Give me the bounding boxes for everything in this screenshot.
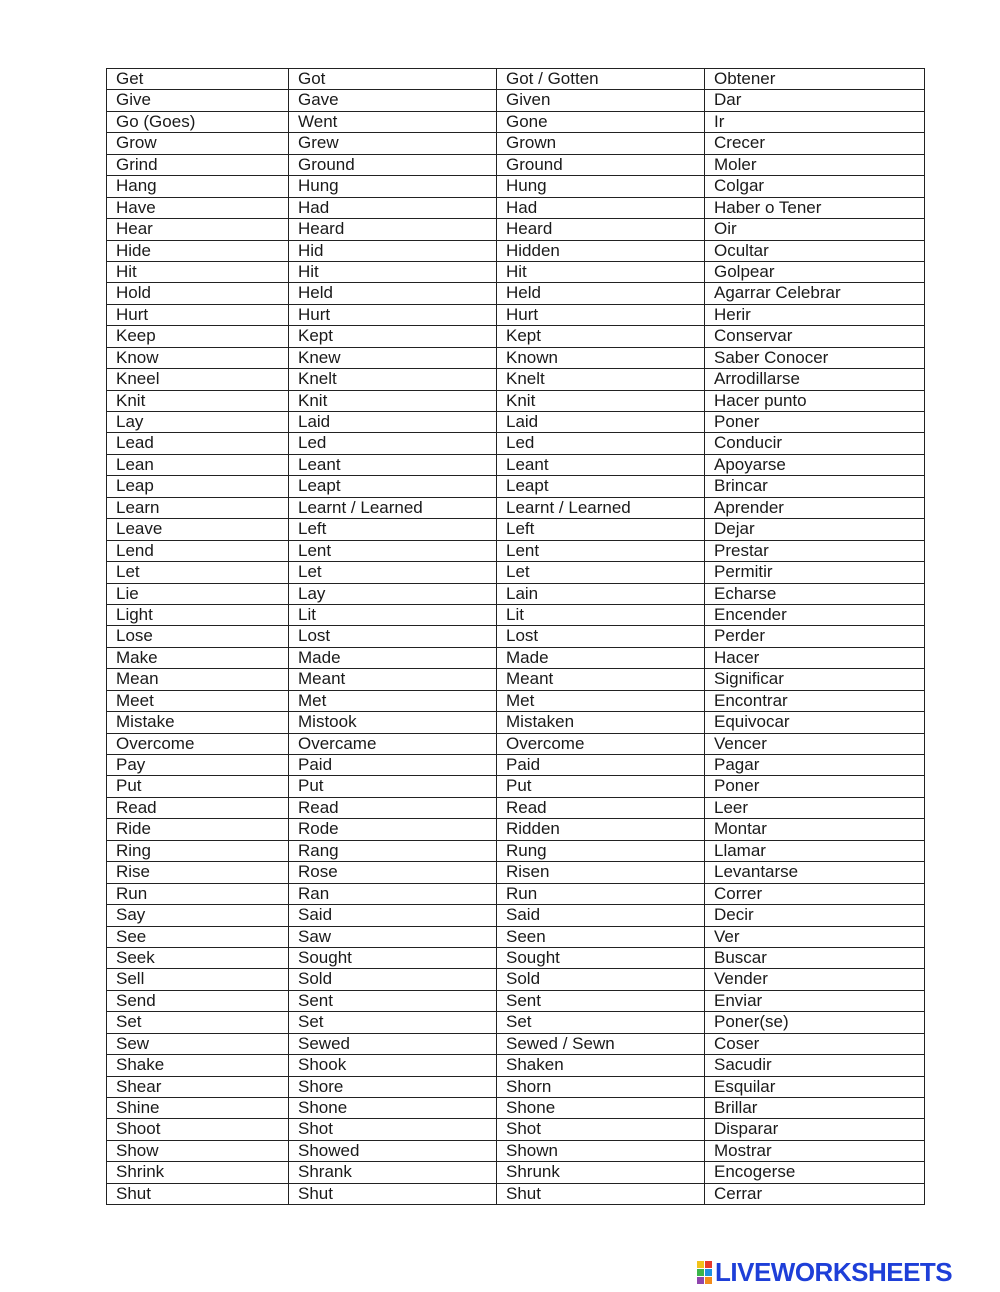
cell-spanish-meaning: Haber o Tener — [705, 197, 925, 218]
cell-spanish-meaning: Colgar — [705, 176, 925, 197]
cell-past-participle: Hidden — [497, 240, 705, 261]
cell-past-participle: Had — [497, 197, 705, 218]
cell-past-participle: Read — [497, 797, 705, 818]
cell-base-form: Shrink — [107, 1162, 289, 1183]
cell-past-participle: Shut — [497, 1183, 705, 1204]
cell-past-simple: Hid — [289, 240, 497, 261]
cell-spanish-meaning: Saber Conocer — [705, 347, 925, 368]
cell-spanish-meaning: Encontrar — [705, 690, 925, 711]
cell-past-simple: Meant — [289, 669, 497, 690]
cell-spanish-meaning: Llamar — [705, 840, 925, 861]
cell-base-form: Hurt — [107, 304, 289, 325]
cell-spanish-meaning: Enviar — [705, 990, 925, 1011]
cell-past-participle: Laid — [497, 412, 705, 433]
cell-spanish-meaning: Poner(se) — [705, 1012, 925, 1033]
cell-past-simple: Let — [289, 562, 497, 583]
cell-past-participle: Given — [497, 90, 705, 111]
table-row — [107, 562, 925, 583]
cell-past-simple: Paid — [289, 755, 497, 776]
cell-past-participle: Hung — [497, 176, 705, 197]
cell-past-simple: Made — [289, 647, 497, 668]
cell-spanish-meaning: Hacer — [705, 647, 925, 668]
cell-base-form: Shear — [107, 1076, 289, 1097]
cell-past-simple: Sold — [289, 969, 497, 990]
cell-base-form: Send — [107, 990, 289, 1011]
cell-base-form: Have — [107, 197, 289, 218]
cell-past-simple: Put — [289, 776, 497, 797]
cell-base-form: Pay — [107, 755, 289, 776]
liveworksheets-logo[interactable] — [697, 1257, 952, 1287]
cell-past-participle: Got / Gotten — [497, 69, 705, 90]
cell-past-participle: Lit — [497, 604, 705, 625]
table-row — [107, 283, 925, 304]
table-row — [107, 626, 925, 647]
cell-spanish-meaning: Conservar — [705, 326, 925, 347]
cell-past-participle: Sought — [497, 947, 705, 968]
cell-base-form: Rise — [107, 862, 289, 883]
cell-spanish-meaning: Brillar — [705, 1098, 925, 1119]
table-row — [107, 776, 925, 797]
cell-past-participle: Shaken — [497, 1055, 705, 1076]
cell-spanish-meaning: Encender — [705, 604, 925, 625]
cell-base-form: Lend — [107, 540, 289, 561]
table-row — [107, 733, 925, 754]
cell-past-participle: Paid — [497, 755, 705, 776]
cell-past-simple: Knelt — [289, 369, 497, 390]
cell-past-simple: Shrank — [289, 1162, 497, 1183]
cell-past-participle: Knit — [497, 390, 705, 411]
cell-base-form: Hold — [107, 283, 289, 304]
cell-spanish-meaning: Cerrar — [705, 1183, 925, 1204]
cell-base-form: Grind — [107, 154, 289, 175]
cell-base-form: Say — [107, 905, 289, 926]
cell-base-form: Shut — [107, 1183, 289, 1204]
table-row — [107, 176, 925, 197]
table-row — [107, 604, 925, 625]
logo-block — [697, 1269, 704, 1276]
cell-spanish-meaning: Equivocar — [705, 712, 925, 733]
cell-spanish-meaning: Levantarse — [705, 862, 925, 883]
cell-past-participle: Seen — [497, 926, 705, 947]
cell-spanish-meaning: Coser — [705, 1033, 925, 1054]
cell-past-participle: Met — [497, 690, 705, 711]
cell-base-form: Ring — [107, 840, 289, 861]
cell-past-participle: Hit — [497, 261, 705, 282]
cell-past-simple: Sent — [289, 990, 497, 1011]
cell-past-simple: Lent — [289, 540, 497, 561]
cell-spanish-meaning: Conducir — [705, 433, 925, 454]
cell-base-form: Lay — [107, 412, 289, 433]
cell-past-participle: Overcome — [497, 733, 705, 754]
cell-past-participle: Grown — [497, 133, 705, 154]
cell-spanish-meaning: Perder — [705, 626, 925, 647]
table-row — [107, 433, 925, 454]
cell-base-form: Sell — [107, 969, 289, 990]
cell-past-simple: Shore — [289, 1076, 497, 1097]
cell-past-simple: Kept — [289, 326, 497, 347]
cell-past-simple: Mistook — [289, 712, 497, 733]
table-row — [107, 219, 925, 240]
cell-past-participle: Risen — [497, 862, 705, 883]
table-row — [107, 412, 925, 433]
cell-past-simple: Sought — [289, 947, 497, 968]
cell-past-participle: Shorn — [497, 1076, 705, 1097]
cell-base-form: Lie — [107, 583, 289, 604]
cell-base-form: Get — [107, 69, 289, 90]
table-row — [107, 905, 925, 926]
cell-base-form: Shoot — [107, 1119, 289, 1140]
cell-past-participle: Lent — [497, 540, 705, 561]
cell-base-form: Grow — [107, 133, 289, 154]
cell-spanish-meaning: Esquilar — [705, 1076, 925, 1097]
cell-spanish-meaning: Prestar — [705, 540, 925, 561]
table-row — [107, 1098, 925, 1119]
cell-spanish-meaning: Oir — [705, 219, 925, 240]
cell-past-simple: Rose — [289, 862, 497, 883]
table-row — [107, 154, 925, 175]
cell-past-simple: Hit — [289, 261, 497, 282]
cell-base-form: Hear — [107, 219, 289, 240]
cell-past-participle: Hurt — [497, 304, 705, 325]
logo-block — [705, 1277, 712, 1284]
cell-past-simple: Lit — [289, 604, 497, 625]
cell-past-participle: Ridden — [497, 819, 705, 840]
cell-past-participle: Shot — [497, 1119, 705, 1140]
cell-spanish-meaning: Leer — [705, 797, 925, 818]
cell-base-form: Leave — [107, 519, 289, 540]
cell-past-participle: Run — [497, 883, 705, 904]
cell-past-participle: Put — [497, 776, 705, 797]
cell-past-participle: Led — [497, 433, 705, 454]
cell-spanish-meaning: Herir — [705, 304, 925, 325]
cell-base-form: Mistake — [107, 712, 289, 733]
cell-past-participle: Shone — [497, 1098, 705, 1119]
table-row — [107, 883, 925, 904]
cell-past-participle: Leapt — [497, 476, 705, 497]
cell-spanish-meaning: Pagar — [705, 755, 925, 776]
cell-past-participle: Held — [497, 283, 705, 304]
cell-base-form: Lead — [107, 433, 289, 454]
cell-base-form: See — [107, 926, 289, 947]
cell-spanish-meaning: Agarrar Celebrar — [705, 283, 925, 304]
cell-past-participle: Sewed / Sewn — [497, 1033, 705, 1054]
cell-past-simple: Lost — [289, 626, 497, 647]
cell-base-form: Give — [107, 90, 289, 111]
logo-block — [705, 1269, 712, 1276]
table-row — [107, 647, 925, 668]
cell-base-form: Meet — [107, 690, 289, 711]
cell-past-simple: Knit — [289, 390, 497, 411]
cell-past-simple: Overcame — [289, 733, 497, 754]
cell-spanish-meaning: Mostrar — [705, 1140, 925, 1161]
cell-past-simple: Held — [289, 283, 497, 304]
cell-past-simple: Shone — [289, 1098, 497, 1119]
cell-base-form: Seek — [107, 947, 289, 968]
cell-past-participle: Shrunk — [497, 1162, 705, 1183]
cell-past-participle: Lain — [497, 583, 705, 604]
cell-spanish-meaning: Significar — [705, 669, 925, 690]
table-row — [107, 969, 925, 990]
logo-block — [705, 1261, 712, 1268]
table-row — [107, 1033, 925, 1054]
table-row — [107, 797, 925, 818]
cell-base-form: Learn — [107, 497, 289, 518]
cell-past-participle: Meant — [497, 669, 705, 690]
table-row — [107, 1076, 925, 1097]
cell-past-simple: Rang — [289, 840, 497, 861]
cell-spanish-meaning: Echarse — [705, 583, 925, 604]
cell-past-simple: Ground — [289, 154, 497, 175]
cell-past-simple: Leapt — [289, 476, 497, 497]
table-row — [107, 476, 925, 497]
cell-base-form: Hide — [107, 240, 289, 261]
cell-past-participle: Sold — [497, 969, 705, 990]
cell-spanish-meaning: Encogerse — [705, 1162, 925, 1183]
table-row — [107, 240, 925, 261]
cell-spanish-meaning: Apoyarse — [705, 454, 925, 475]
cell-past-participle: Learnt / Learned — [497, 497, 705, 518]
cell-spanish-meaning: Correr — [705, 883, 925, 904]
cell-base-form: Know — [107, 347, 289, 368]
cell-past-participle: Mistaken — [497, 712, 705, 733]
cell-past-simple: Shut — [289, 1183, 497, 1204]
irregular-verbs-table — [106, 68, 925, 1205]
cell-base-form: Hang — [107, 176, 289, 197]
cell-past-simple: Got — [289, 69, 497, 90]
cell-spanish-meaning: Arrodillarse — [705, 369, 925, 390]
cell-spanish-meaning: Vencer — [705, 733, 925, 754]
table-row — [107, 669, 925, 690]
cell-past-simple: Laid — [289, 412, 497, 433]
cell-past-participle: Shown — [497, 1140, 705, 1161]
cell-base-form: Ride — [107, 819, 289, 840]
cell-spanish-meaning: Ver — [705, 926, 925, 947]
cell-spanish-meaning: Vender — [705, 969, 925, 990]
cell-base-form: Mean — [107, 669, 289, 690]
cell-past-participle: Sent — [497, 990, 705, 1011]
cell-past-simple: Had — [289, 197, 497, 218]
table-row — [107, 519, 925, 540]
cell-spanish-meaning: Disparar — [705, 1119, 925, 1140]
cell-base-form: Light — [107, 604, 289, 625]
table-row — [107, 304, 925, 325]
cell-spanish-meaning: Aprender — [705, 497, 925, 518]
table-row — [107, 497, 925, 518]
cell-spanish-meaning: Poner — [705, 412, 925, 433]
cell-spanish-meaning: Ir — [705, 111, 925, 132]
cell-base-form: Sew — [107, 1033, 289, 1054]
cell-base-form: Leap — [107, 476, 289, 497]
table-row — [107, 583, 925, 604]
table-row — [107, 369, 925, 390]
table-row — [107, 111, 925, 132]
cell-base-form: Show — [107, 1140, 289, 1161]
table-row — [107, 1162, 925, 1183]
table-row — [107, 840, 925, 861]
cell-past-simple: Saw — [289, 926, 497, 947]
table-row — [107, 69, 925, 90]
cell-past-participle: Kept — [497, 326, 705, 347]
table-row — [107, 755, 925, 776]
cell-past-participle: Knelt — [497, 369, 705, 390]
cell-past-simple: Gave — [289, 90, 497, 111]
table-row — [107, 990, 925, 1011]
cell-past-simple: Shook — [289, 1055, 497, 1076]
cell-past-participle: Known — [497, 347, 705, 368]
table-row — [107, 390, 925, 411]
table-row — [107, 947, 925, 968]
table-row — [107, 690, 925, 711]
cell-base-form: Make — [107, 647, 289, 668]
cell-base-form: Knit — [107, 390, 289, 411]
cell-past-participle: Ground — [497, 154, 705, 175]
cell-spanish-meaning: Brincar — [705, 476, 925, 497]
table-row — [107, 1140, 925, 1161]
table-row — [107, 197, 925, 218]
table-row — [107, 133, 925, 154]
table-row — [107, 926, 925, 947]
cell-spanish-meaning: Permitir — [705, 562, 925, 583]
table-row — [107, 90, 925, 111]
cell-past-participle: Heard — [497, 219, 705, 240]
cell-spanish-meaning: Hacer punto — [705, 390, 925, 411]
cell-past-simple: Knew — [289, 347, 497, 368]
cell-past-participle: Let — [497, 562, 705, 583]
cell-spanish-meaning: Poner — [705, 776, 925, 797]
cell-spanish-meaning: Crecer — [705, 133, 925, 154]
table-row — [107, 1012, 925, 1033]
cell-base-form: Hit — [107, 261, 289, 282]
cell-past-participle: Said — [497, 905, 705, 926]
cell-past-participle: Leant — [497, 454, 705, 475]
cell-past-simple: Hurt — [289, 304, 497, 325]
verb-table-body — [107, 69, 925, 1205]
cell-base-form: Shine — [107, 1098, 289, 1119]
cell-spanish-meaning: Ocultar — [705, 240, 925, 261]
table-row — [107, 712, 925, 733]
logo-text: LIVEWORKSHEETS — [715, 1257, 953, 1287]
cell-past-simple: Heard — [289, 219, 497, 240]
cell-past-simple: Showed — [289, 1140, 497, 1161]
cell-past-participle: Gone — [497, 111, 705, 132]
cell-base-form: Set — [107, 1012, 289, 1033]
cell-past-participle: Left — [497, 519, 705, 540]
cell-base-form: Keep — [107, 326, 289, 347]
cell-spanish-meaning: Golpear — [705, 261, 925, 282]
table-row — [107, 819, 925, 840]
cell-past-participle: Set — [497, 1012, 705, 1033]
cell-base-form: Go (Goes) — [107, 111, 289, 132]
table-row — [107, 1055, 925, 1076]
cell-spanish-meaning: Dejar — [705, 519, 925, 540]
cell-past-simple: Lay — [289, 583, 497, 604]
cell-past-simple: Read — [289, 797, 497, 818]
cell-past-simple: Met — [289, 690, 497, 711]
cell-base-form: Run — [107, 883, 289, 904]
cell-spanish-meaning: Obtener — [705, 69, 925, 90]
table-row — [107, 326, 925, 347]
table-row — [107, 1119, 925, 1140]
cell-spanish-meaning: Buscar — [705, 947, 925, 968]
table-row — [107, 454, 925, 475]
table-row — [107, 347, 925, 368]
logo-blocks-icon — [697, 1261, 712, 1284]
cell-past-simple: Went — [289, 111, 497, 132]
cell-base-form: Overcome — [107, 733, 289, 754]
cell-base-form: Kneel — [107, 369, 289, 390]
cell-past-simple: Set — [289, 1012, 497, 1033]
cell-past-participle: Lost — [497, 626, 705, 647]
cell-spanish-meaning: Montar — [705, 819, 925, 840]
cell-past-simple: Said — [289, 905, 497, 926]
cell-base-form: Let — [107, 562, 289, 583]
table-row — [107, 261, 925, 282]
cell-base-form: Lean — [107, 454, 289, 475]
cell-past-simple: Ran — [289, 883, 497, 904]
cell-base-form: Put — [107, 776, 289, 797]
cell-past-simple: Learnt / Learned — [289, 497, 497, 518]
cell-base-form: Read — [107, 797, 289, 818]
cell-past-participle: Rung — [497, 840, 705, 861]
cell-past-simple: Rode — [289, 819, 497, 840]
cell-base-form: Shake — [107, 1055, 289, 1076]
cell-past-simple: Left — [289, 519, 497, 540]
cell-spanish-meaning: Sacudir — [705, 1055, 925, 1076]
table-row — [107, 862, 925, 883]
cell-spanish-meaning: Dar — [705, 90, 925, 111]
table-row — [107, 1183, 925, 1204]
cell-spanish-meaning: Moler — [705, 154, 925, 175]
cell-base-form: Lose — [107, 626, 289, 647]
cell-past-simple: Led — [289, 433, 497, 454]
logo-block — [697, 1277, 704, 1284]
cell-past-simple: Shot — [289, 1119, 497, 1140]
cell-past-simple: Grew — [289, 133, 497, 154]
cell-past-participle: Made — [497, 647, 705, 668]
logo-block — [697, 1261, 704, 1268]
cell-past-simple: Sewed — [289, 1033, 497, 1054]
cell-past-simple: Leant — [289, 454, 497, 475]
table-row — [107, 540, 925, 561]
cell-spanish-meaning: Decir — [705, 905, 925, 926]
cell-past-simple: Hung — [289, 176, 497, 197]
